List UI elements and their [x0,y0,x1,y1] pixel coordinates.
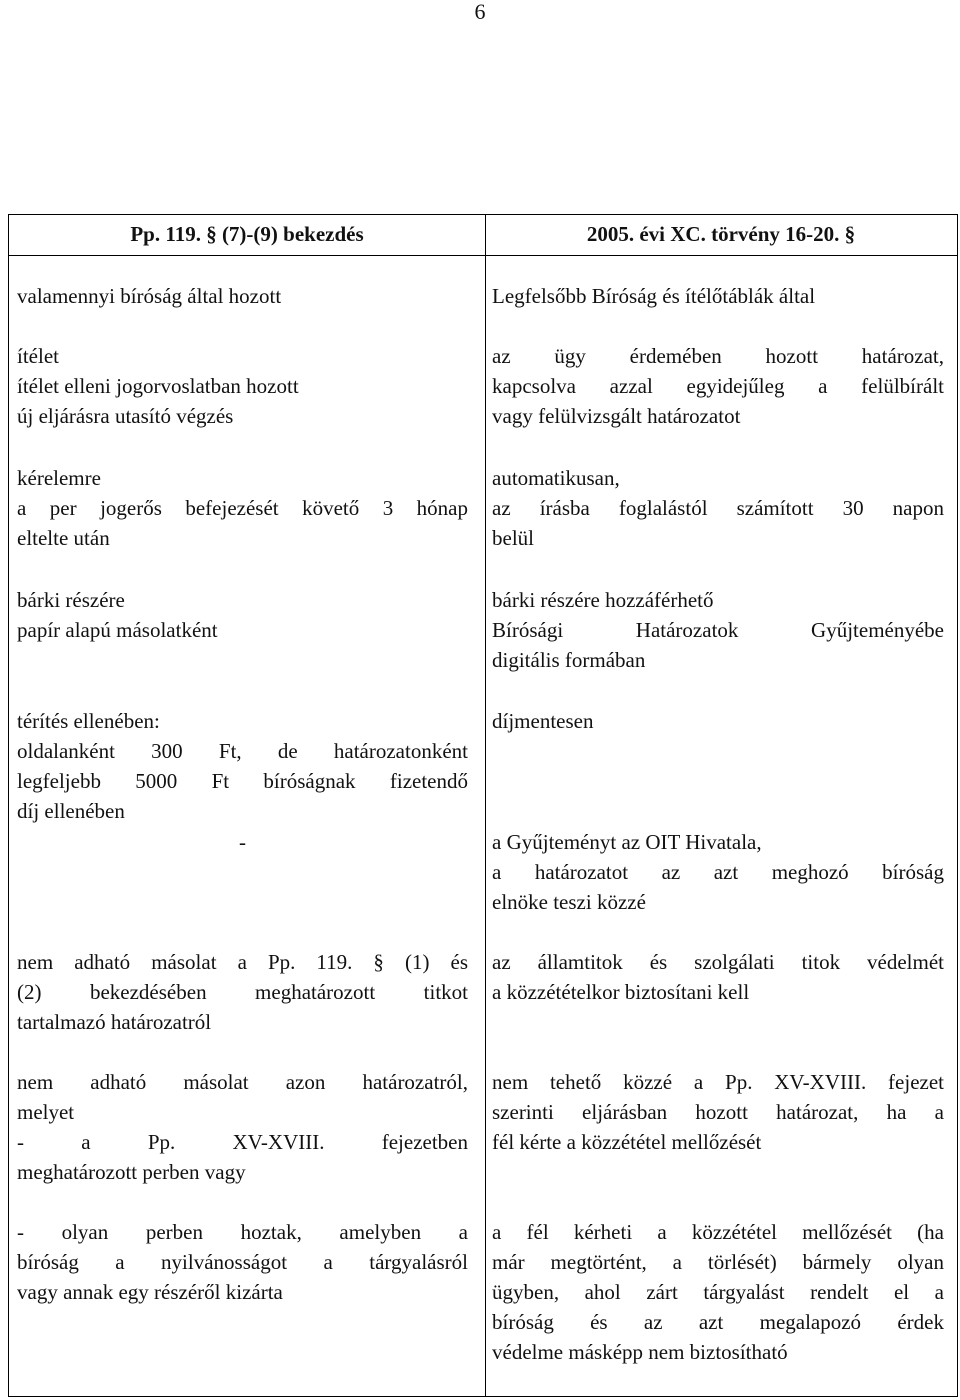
row-7-right-line: szerinti eljárásban hozott határozat, ha a [492,1100,944,1124]
row-1-right [492,341,944,431]
row-6-left [17,947,468,1037]
row-2-left-line: a per jogerős befejezését követő 3 hónap [17,496,468,520]
row-2-left [17,463,468,553]
row-8-left-line: vagy annak egy részéről kizárta [17,1280,283,1304]
row-6-left-line: tartalmazó határozatról [17,1010,212,1034]
row-1-right-line: kapcsolva azzal egyidejűleg a felülbírált [492,374,944,398]
row-6-left-line: nem adható másolat a Pp. 119. § (1) és [17,950,468,974]
header-right: 2005. évi XC. törvény 16-20. § [586,222,856,246]
row-8-left-line: bíróság a nyilvánosságot a tárgyalásról [17,1250,468,1274]
row-8-right-line: védelme másképp nem biztosítható [492,1340,788,1364]
row-1-left-line: ítélet elleni jogorvoslatban hozott [17,374,299,398]
row-5-right [492,827,944,917]
row-3-right-line: Bírósági Határozatok Gyűjteményébe [492,618,944,642]
row-7-right [492,1067,944,1157]
row-7-left-line: nem adható másolat azon határozatról, [17,1070,468,1094]
row-7-left-line: melyet [17,1100,75,1124]
row-2-right-line: az írásba foglalástól számított 30 napon [492,496,944,520]
row-4-left-line: legfeljebb 5000 Ft bíróságnak fizetendő [17,769,468,793]
row-7-right-line: nem tehető közzé a Pp. XV-XVIII. fejezet [492,1070,944,1094]
row-4-right-line: díjmentesen [492,709,594,733]
row-0-right [492,281,944,311]
row-8-right-line: a fél kérheti a közzététel mellőzését (ha [492,1220,944,1244]
row-7-left [17,1067,468,1187]
row-4-left-line: térítés ellenében: [17,709,160,733]
row-8-left-line: - olyan perben hoztak, amelyben a [17,1220,468,1244]
row-0-left [17,281,468,311]
row-3-right [492,585,944,675]
row-5-right-line: a határozatot az azt meghozó bíróság [492,860,944,884]
page-number: 6 [474,0,486,24]
row-3-right-line: bárki részére hozzáférhető [492,588,714,612]
row-2-left-line: kérelemre [17,466,101,490]
row-1-left-line: új eljárásra utasító végzés [17,404,234,428]
row-2-right-line: automatikusan, [492,466,620,490]
row-6-right-line: az államtitok és szolgálati titok védelmét [492,950,944,974]
row-1-right-line: az ügy érdemében hozott határozat, [492,344,944,368]
row-3-right-line: digitális formában [492,648,646,672]
row-6-left-line: (2) bekezdésében meghatározott titkot [17,980,468,1004]
row-1-left-line: ítélet [17,344,59,368]
row-2-right [492,463,944,553]
row-1-left [17,341,468,431]
row-5-left [17,827,468,857]
row-4-left [17,706,468,826]
row-8-right [492,1217,944,1367]
row-6-right-line: a közzétételkor biztosítani kell [492,980,750,1004]
row-4-left-line: oldalanként 300 Ft, de határozatonként [17,739,468,763]
row-8-right-line: bíróság és az azt megalapozó érdek [492,1310,944,1334]
row-4-right [492,706,944,736]
row-6-right [492,947,944,1007]
comparison-table [8,214,958,1397]
row-1-right-line: vagy felülvizsgált határozatot [492,404,741,428]
row-3-left-line: bárki részére [17,588,125,612]
row-3-left [17,585,468,645]
header-left: Pp. 119. § (7)-(9) bekezdés [130,222,364,246]
row-7-left-line: meghatározott perben vagy [17,1160,246,1184]
row-0-right-line: Legfelsőbb Bíróság és ítélőtáblák által [492,284,816,308]
row-2-right-line: belül [492,526,534,550]
row-8-left [17,1217,468,1307]
row-5-right-line: a Gyűjteményt az OIT Hivatala, [492,830,762,854]
row-4-left-line: díj ellenében [17,799,125,823]
row-7-left-line: - a Pp. XV-XVIII. fejezetben [17,1130,468,1154]
row-5-right-line: elnöke teszi közzé [492,890,646,914]
row-8-right-line: ügyben, ahol zárt tárgyalást rendelt el a [492,1280,944,1304]
row-8-right-line: már megtörtént, a törlését) bármely olyan [492,1250,944,1274]
column-divider [485,215,486,1396]
row-2-left-line: eltelte után [17,526,110,550]
row-5-left-dash: - [239,830,246,854]
row-0-left-line: valamennyi bíróság által hozott [17,284,282,308]
row-3-left-line: papír alapú másolatként [17,618,218,642]
row-7-right-line: fél kérte a közzététel mellőzését [492,1130,762,1154]
header-divider [9,255,957,256]
